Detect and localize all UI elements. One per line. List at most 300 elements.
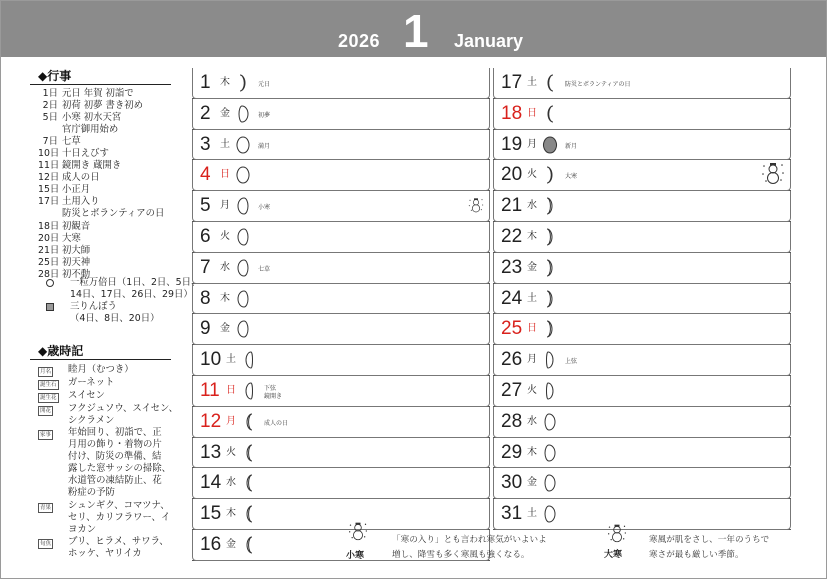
moon-crescent-wax-thin-icon [235,73,251,93]
weekday-label: 土 [226,354,236,366]
day-cell-frame [493,222,791,253]
moon-shape [545,506,555,522]
moon-gibbous-wax-icon [542,504,558,524]
day-cell-frame [192,407,490,438]
calendar-day-row [192,191,490,222]
moon-shape [547,198,552,214]
header-month-name: January [454,31,524,51]
event-row [38,100,178,112]
bottom-note-label: 小寒 [346,551,365,561]
weekday-label: 日 [527,323,537,335]
seasonal-line: 水道管の凍結防止、花 [68,475,162,487]
weekday-label: 金 [527,261,537,273]
weekday-label: 木 [527,230,537,242]
seasonal-line: 年始回り、初詣で、正 [68,427,162,439]
seasonal-tag-label: 家事 [40,432,52,439]
event-row [38,112,178,124]
moon-crescent-wane-icon [241,412,257,432]
moon-gibbous-wane-icon [235,289,251,309]
event-text: 小正月 [62,184,91,196]
event-text: 十日えびす [62,148,109,160]
calendar-day-row [493,68,791,99]
moon-gibbous-wane-icon [235,227,251,247]
seasonal-row [38,536,178,560]
day-number: 14 [200,472,222,494]
day-number: 28 [501,410,523,432]
header-year: 2026 [338,31,381,51]
moon-shape [237,167,249,183]
day-cell-frame [493,130,791,161]
weekday-label: 金 [226,538,236,550]
moon-shape [239,106,248,122]
weekday-label: 月 [527,354,537,366]
day-number: 26 [501,349,523,371]
calendar-day-row [493,314,791,345]
event-text: 土用入り [62,196,100,208]
event-text: 初観音 [62,220,91,232]
seasonal-tag [38,403,60,427]
snowman-icon [348,521,368,541]
day-number: 24 [501,287,523,309]
calendar-day-row [493,191,791,222]
moon-gibbous-wane-icon [235,258,251,278]
moon-shape [547,167,552,183]
seasonal-line: ブリ、ヒラメ、サワラ、 [68,535,169,547]
moon-gibbous-wane-icon [235,319,251,339]
calendar-day-row [493,99,791,130]
weekday-label: 木 [226,508,236,520]
moon-shape [238,198,248,214]
moon-gibbous-wax-icon [542,473,558,493]
moon-shape [547,291,552,307]
seasonal-lines [60,500,170,536]
day-cell-frame [192,376,490,407]
weekday-label: 日 [226,384,236,396]
moon-shape [247,506,252,522]
event-text: 初荷 初夢 書き初め [62,100,143,112]
legend-list [38,277,201,325]
weekday-label: 日 [527,107,537,119]
event-day: 18日 [38,220,60,232]
day-number: 15 [200,503,222,525]
seasonal-line: シュンギク、コマツナ、 [68,499,170,511]
moon-new-icon [542,135,558,155]
moon-shape [547,229,552,245]
day-cell-frame [493,253,791,284]
seasonal-row [38,390,178,403]
legend-mark [38,277,62,289]
moon-crescent-wax-icon [542,289,558,309]
event-row [38,124,178,136]
bottom-note-text [392,533,547,563]
day-cell-frame [493,191,791,222]
moon-shape [547,260,552,276]
bottom-note-text [649,533,769,563]
weekday-label: 月 [527,138,537,150]
seasonal-line: セリ、カリフラワー、イ [68,511,171,523]
calendar-day-row [192,130,490,161]
event-text: 防災とボランティアの日 [62,208,165,220]
event-text: 鏡開き 蔵開き [62,160,122,172]
legend-text: 一粒万倍日（1日、2日、5日、 [70,277,201,288]
weekday-label: 火 [527,169,537,181]
calendar-header [1,1,826,57]
day-number: 16 [200,533,222,555]
calendar-day-row [493,284,791,315]
seasonal-rule [30,359,171,360]
day-cell-frame [493,99,791,130]
day-cell-frame [493,407,791,438]
calendar-day-row [493,130,791,161]
event-text: 七草 [62,136,81,148]
seasonal-tag-label: 青果 [40,504,52,511]
moon-shape [548,75,553,91]
event-text: 初大師 [62,244,91,256]
weekday-label: 金 [527,477,537,489]
seasonal-lines [60,377,114,390]
moon-crescent-wane-thin-icon [542,104,558,124]
event-row [38,221,178,233]
moon-crescent-wane-icon [241,535,257,555]
seasonal-lines [60,427,171,499]
event-day: 15日 [38,184,60,196]
seasonal-lines [60,364,134,377]
day-note: 上弦 [565,358,578,366]
day-cell-frame [192,499,490,530]
weekday-label: 土 [527,508,537,520]
weekday-label: 土 [527,292,537,304]
moon-shape [246,352,253,368]
event-text: 元日 年賀 初詣で [62,88,134,99]
day-number: 17 [501,72,523,93]
seasonal-line: 露した窓サッシの掃除、 [68,463,171,475]
event-day: 12日 [38,172,60,184]
moon-gibbous-wax-icon [542,412,558,432]
seasonal-tag [38,536,60,560]
moon-quarter-wax-icon [235,104,251,124]
event-text: 成人の日 [62,172,100,184]
day-number: 11 [200,379,220,401]
moon-gibbous-wane-icon [235,196,251,216]
day-cell-frame [192,345,490,376]
seasonal-tag-label: 開花 [40,408,52,415]
legend-text: 三りんぼう [70,301,117,313]
day-number: 22 [501,225,523,247]
day-cell-frame [493,468,791,499]
bottom-note-line: 寒風が肌をさし、一年のうちで [649,535,770,545]
calendar-day-row [192,253,490,284]
day-note: 新月 [565,142,578,150]
moon-shape [548,106,553,122]
moon-shape [547,352,554,368]
weekday-label: 金 [220,323,230,335]
day-number: 3 [200,133,211,155]
moon-shape [238,229,248,245]
day-number: 5 [200,195,211,217]
seasonal-tag [38,427,60,499]
seasonal-row [38,377,178,390]
day-note: 成人の日 [264,419,289,427]
event-day [38,208,62,220]
seasonal-row [38,403,178,427]
day-number: 12 [200,410,222,432]
day-cell-frame [493,345,791,376]
day-cell-frame [493,376,791,407]
snowman2-icon [761,162,785,184]
legend-mark [38,289,62,301]
moon-shape [237,137,249,153]
calendar-day-row [493,376,791,407]
moon-crescent-wax-thin-icon [542,165,558,185]
seasonal-line: 付け、防災の準備、結 [68,451,162,463]
legend-row [38,277,201,289]
moon-half-wane-icon [241,350,257,370]
circle-icon [46,279,54,287]
day-cell-frame [192,468,490,499]
seasonal-tag-label: 旬魚 [40,540,52,547]
event-day: 17日 [38,196,60,208]
day-note: 大寒 [565,173,578,181]
day-number: 6 [200,225,211,247]
bottom-note-line: 増し、降雪も多く寒風も強くなる。 [392,550,530,560]
legend-text: （4日、8日、20日） [70,313,160,325]
calendar-day-row [192,499,490,530]
events-rule [30,84,171,85]
weekday-label: 火 [220,230,230,242]
day-note: 元日 [258,81,271,88]
event-text: 官庁御用始め [62,124,119,136]
day-cell-frame [493,284,791,315]
weekday-label: 火 [226,446,236,458]
day-number: 7 [200,256,211,278]
moon-shape [547,321,552,337]
weekday-label: 木 [220,77,230,88]
weekday-label: 日 [220,169,230,181]
weekday-label: 水 [527,415,537,427]
seasonal-tag [38,390,60,403]
legend-mark [38,301,62,313]
legend-text: 14日、17日、26日、29日） [70,289,193,301]
weekday-label: 水 [527,200,537,212]
event-row [38,172,178,184]
event-row [38,233,178,245]
seasonal-row [38,500,178,536]
events-list [38,88,178,281]
calendar-day-row [493,345,791,376]
day-number: 10 [200,349,222,371]
moon-crescent-wax-icon [542,319,558,339]
day-number: 1 [200,72,211,93]
moon-shape [240,75,245,91]
seasonal-tag-label: 月名 [40,369,52,375]
day-note: 防災とボランティアの日 [565,81,631,88]
day-note: 下弦 [264,384,277,392]
calendar-day-row [192,345,490,376]
day-cell-frame [493,160,791,191]
seasonal-lines [60,390,105,403]
event-day: 21日 [38,244,60,256]
calendar-day-row [192,438,490,469]
day-number: 2 [200,102,211,124]
day-note: 七草 [258,265,271,273]
moon-crescent-wane-thin-icon [542,73,558,93]
day-number: 9 [200,318,211,340]
seasonal-line: ヨカン [68,523,97,535]
day-note-secondary: 鏡開き [264,392,283,400]
event-day: 7日 [42,136,58,148]
day-number: 31 [501,503,523,525]
calendar-day-row [192,284,490,315]
calendar-day-row [192,99,490,130]
moon-crescent-wane-icon [241,504,257,524]
weekday-label: 金 [220,107,230,119]
day-number: 25 [501,318,523,340]
moon-shape [247,445,252,461]
event-day: 1日 [42,88,58,99]
legend-row [38,313,188,325]
seasonal-line: 月用の飾り・着物の片 [68,439,162,451]
day-number: 23 [501,256,523,278]
moon-crescent-wax-icon [542,258,558,278]
moon-shape [238,291,248,307]
calendar-column-right [493,68,791,530]
moon-shape [544,137,557,153]
seasonal-tag [38,377,60,390]
day-number: 4 [200,164,211,186]
calendar-day-row [192,407,490,438]
seasonal-tag [38,364,60,377]
moon-shape [545,414,555,430]
event-day: 28日 [38,268,60,280]
weekday-label: 土 [220,138,230,150]
events-title: ◆行事 [38,69,72,83]
day-cell-frame [493,499,791,530]
seasonal-line: シクラメン [68,415,115,427]
legend-mark [38,313,62,325]
event-text: 大寒 [62,232,81,244]
weekday-label: 木 [220,292,230,304]
moon-full-icon [235,135,251,155]
snowman-icon [468,197,484,213]
moon-shape [238,260,248,276]
day-cell-frame [493,68,791,99]
header-month-number: 1 [403,5,429,57]
moon-half-wax-icon [542,350,558,370]
event-day: 2日 [42,100,58,112]
calendar-day-row [493,499,791,530]
event-day [38,124,62,136]
calendar-day-row [493,468,791,499]
calendar-day-row [493,438,791,469]
calendar-day-row [192,160,490,191]
seasonal-line: ホッケ、ヤリイカ [68,547,142,559]
weekday-label: 月 [226,415,236,427]
seasonal-lines [60,403,178,427]
seasonal-row [38,364,178,377]
event-row [38,208,178,220]
seasonal-tag-label: 誕生石 [40,382,57,389]
weekday-label: 火 [527,384,537,396]
seasonal-line: ガーネット [68,377,115,389]
moon-shape [246,383,253,399]
moon-shape [545,445,555,461]
moon-crescent-wax-icon [542,227,558,247]
event-text: 初不動 [62,268,91,280]
moon-gibbous-wax-icon [542,443,558,463]
weekday-label: 水 [226,477,236,489]
event-row [38,88,178,100]
moon-crescent-wane-icon [241,443,257,463]
moon-crescent-wane-icon [241,473,257,493]
calendar-day-row [192,468,490,499]
weekday-label: 水 [220,261,230,273]
event-row [38,184,178,196]
weekday-label: 土 [527,77,537,88]
moon-shape [238,321,248,337]
bottom-note-label: 大寒 [604,550,623,560]
moon-shape [247,537,252,553]
day-number: 8 [200,287,211,309]
calendar-day-row [493,407,791,438]
day-number: 13 [200,441,222,463]
seasonal-line: 睦月（むつき） [68,364,134,375]
event-row [38,160,178,172]
event-row [38,136,178,148]
seasonal-line: 粉症の予防 [68,487,115,499]
seasonal-list [38,364,178,560]
event-day: 25日 [38,256,60,268]
day-note: 小寒 [258,204,271,212]
event-day: 20日 [38,232,60,244]
weekday-label: 木 [527,446,537,458]
moon-shape [547,383,554,399]
day-cell-frame [192,438,490,469]
calendar-day-row [493,222,791,253]
day-cell-frame [493,314,791,345]
day-cell-frame [493,438,791,469]
seasonal-tag [38,500,60,536]
day-note: 初夢 [258,111,271,119]
calendar-day-row [192,68,490,99]
event-row [38,196,178,208]
event-day: 11日 [38,160,60,172]
square-icon [46,303,54,311]
bottom-note-line: 寒さが最も厳しい季節。 [649,550,744,560]
calendar-day-row [493,160,791,191]
seasonal-line: スイセン [68,390,106,402]
event-row [38,148,178,160]
day-number: 18 [501,102,523,124]
calendar-day-row [192,222,490,253]
seasonal-line: フクジュソウ、スイセン、 [68,403,179,415]
legend-row [38,289,193,301]
snowman2-icon [607,523,627,543]
event-day: 10日 [38,148,60,160]
seasonal-title: ◆歳時記 [38,344,84,358]
bottom-note-line: 「寒の入り」とも言われ寒気がいよいよ [392,535,547,545]
day-note: 満月 [258,142,271,150]
moon-half-wane-icon [241,381,257,401]
event-row [38,245,178,257]
event-row [38,257,178,269]
moon-shape [247,475,252,491]
day-number: 20 [501,164,523,186]
weekday-label: 月 [220,200,230,212]
day-number: 19 [501,133,523,155]
calendar-column-left [192,68,490,561]
day-number: 29 [501,441,523,463]
event-text: 小寒 初水天宮 [62,112,122,124]
